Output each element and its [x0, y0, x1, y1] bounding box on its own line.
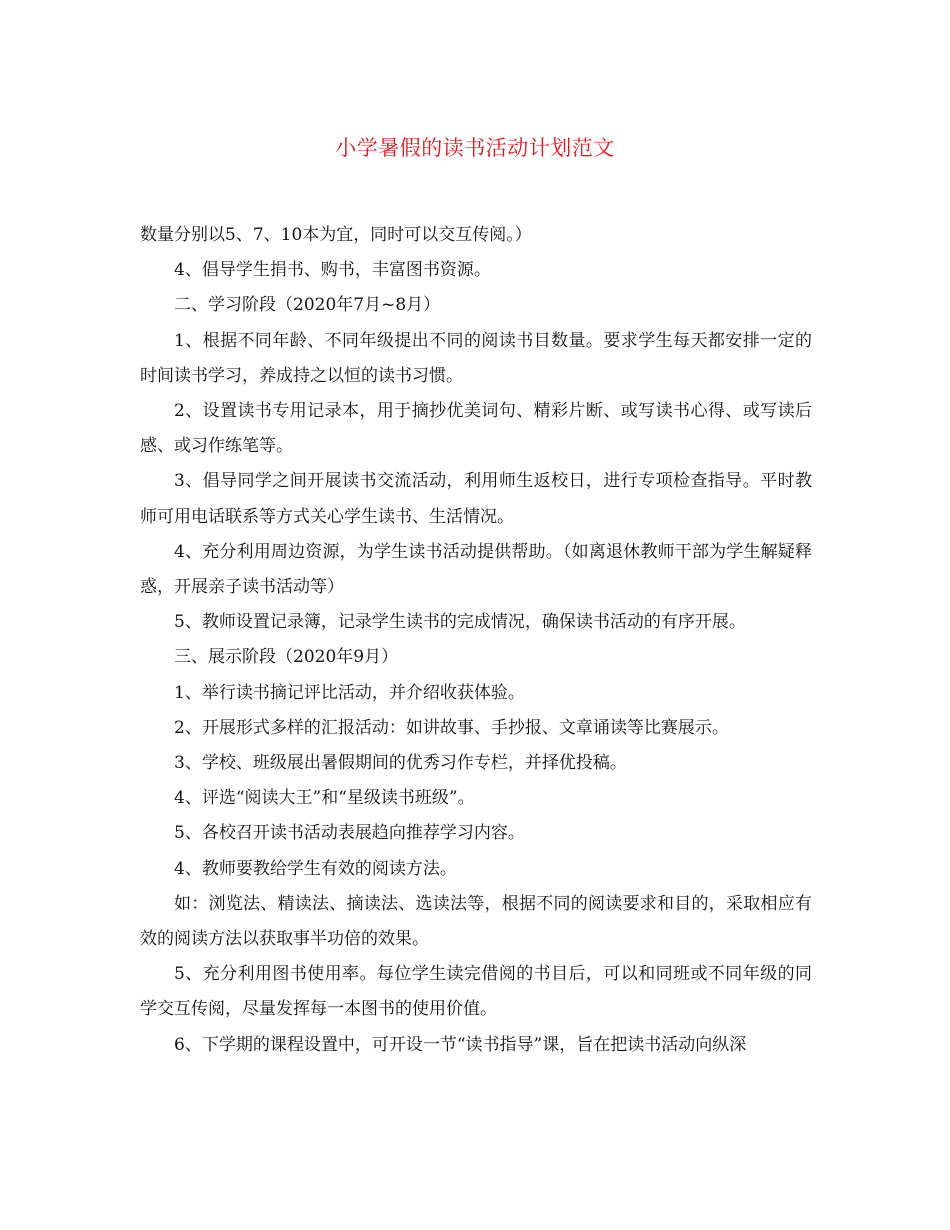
- section-heading-display-stage: 三、展示阶段（2020年9月）: [174, 647, 399, 668]
- paragraph: 4、倡导学生捐书、购书，丰富图书资源。: [174, 260, 491, 281]
- document-body: [140, 218, 812, 1063]
- paragraph-continuation: 数量分别以5、7、10本为宜，同时可以交互传阅。）: [140, 225, 532, 245]
- paragraph: 6、下学期的课程设置中，可开设一节“读书指导”课，旨在把读书活动向纵深: [174, 1034, 747, 1055]
- paragraph: 5、教师设置记录簿，记录学生读书的完成情况，确保读书活动的有序开展。: [174, 612, 746, 633]
- paragraph: 3、学校、班级展出暑假期间的优秀习作专栏，并择优投稿。: [174, 753, 627, 774]
- paragraph: 4、教师要教给学生有效的阅读方法。: [174, 858, 457, 879]
- paragraph: 5、充分利用图书使用率。每位学生读完借阅的书目后，可以和同班或不同年级的同学交互传阅，尽量发挥每一本图书的使用价值。: [140, 964, 812, 1020]
- document-title: 小学暑假的读书活动计划范文: [335, 136, 615, 160]
- paragraph: 3、倡导同学之间开展读书交流活动，利用师生返校日，进行专项检查指导。平时教师可用电话联系等方式关心学生读书、生活情况。: [140, 471, 812, 527]
- paragraph: 2、设置读书专用记录本，用于摘抄优美词句、精彩片断、或写读书心得、或写读后感、或习作练笔等。: [140, 401, 812, 457]
- section-heading-study-stage: 二、学习阶段（2020年7月~8月）: [174, 295, 441, 316]
- paragraph: 1、根据不同年龄、不同年级提出不同的阅读书目数量。要求学生每天都安排一定的时间读书学习，养成持之以恒的读书习惯。: [140, 330, 812, 386]
- paragraph: 如：浏览法、精读法、摘读法、选读法等，根据不同的阅读要求和目的，采取相应有效的阅读方法以获取事半功倍的效果。: [140, 893, 812, 950]
- paragraph: 5、各校召开读书活动表展趋向推荐学习内容。: [174, 823, 525, 844]
- paragraph: 4、充分利用周边资源，为学生读书活动提供帮助。（如离退休教师干部为学生解疑释惑，开展亲子读书活动等）: [140, 541, 812, 598]
- paragraph: 1、举行读书摘记评比活动，并介绍收获体验。: [174, 682, 525, 703]
- paragraph: 4、评选“阅读大王”和“星级读书班级”。: [174, 788, 475, 809]
- paragraph: 2、开展形式多样的汇报活动：如讲故事、手抄报、文章诵读等比赛展示。: [174, 717, 729, 738]
